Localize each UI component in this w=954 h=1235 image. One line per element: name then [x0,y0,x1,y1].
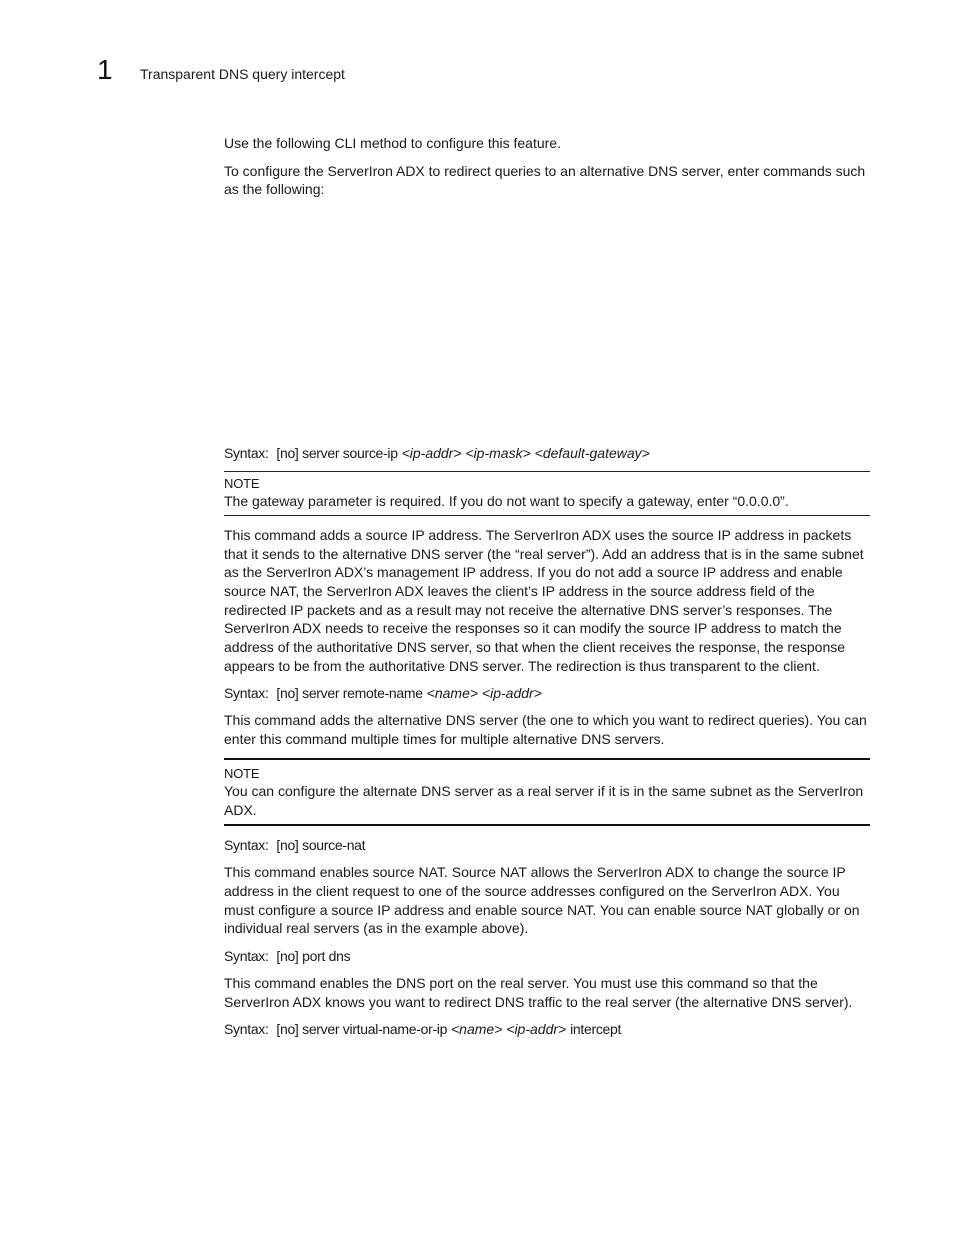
syntax-label: Syntax: [224,948,269,965]
syntax-args: <name> <ip-addr> [451,1021,567,1038]
cli-example-area [224,208,870,435]
note-box-alternate-dns [224,758,870,826]
syntax-label: Syntax: [224,1021,269,1038]
note-box-gateway [224,471,870,516]
paragraph-source-ip: This command adds a source IP address. The ServerIron ADX uses the source IP address in packets that it sends to the alternative DNS server (the “real server”). Add an address that is in the same subnet as the ServerIron ADX’s management IP address. If you do not add a source IP address and enable source NAT, the ServerIron ADX leaves the client’s IP address in the source address field of the redirected IP packets and as a result may not receive the alternative DNS server’s responses. The ServerIron ADX needs to receive the responses so it can modify the source IP address to match the address of the authoritative DNS server, so that when the client receives the response, the response appears to be from the authoritative DNS server. The redirection is thus transparent to the client. [224,526,864,674]
note-heading: NOTE [224,765,260,781]
intro-paragraph-1: Use the following CLI method to configure this feature. [224,135,561,151]
syntax-virtual-name [224,1020,870,1038]
running-header-title: Transparent DNS query intercept [140,66,345,82]
paragraph-source-nat: This command enables source NAT. Source NAT allows the ServerIron ADX to change the source IP address in the client request to one of the source addresses configured on the ServerIron ADX. You must configure a source IP address and enable source NAT. You can enable source NAT globally or on individual real servers (as in the example above). [224,864,860,937]
syntax-label: Syntax: [224,445,269,462]
syntax-command: [no] source-nat [276,837,366,854]
syntax-source-nat [224,836,870,854]
page-body [224,134,870,1047]
paragraph-port-dns: This command enables the DNS port on the real server. You must use this command so that the ServerIron ADX knows you want to redirect DNS traffic to the real server (the alternative DNS server). [224,975,853,1010]
syntax-args: <ip-addr> <ip-mask> <default-gateway> [401,445,650,462]
syntax-label: Syntax: [224,837,269,854]
paragraph-remote-name: This command adds the alternative DNS server (the one to which you want to redirect queries). You can enter this command multiple times for multiple alternative DNS servers. [224,712,867,748]
syntax-command: [no] server remote-name [276,685,423,702]
syntax-remote-name [224,684,870,702]
syntax-suffix: intercept [570,1021,622,1038]
syntax-command: [no] server source-ip [276,445,398,462]
syntax-source-ip [224,444,870,462]
intro-paragraph-2: To configure the ServerIron ADX to redirect queries to an alternative DNS server, enter commands such as the following: [224,162,866,198]
note-text: You can configure the alternate DNS server as a real server if it is in the same subnet as the ServerIron ADX. [224,782,864,818]
syntax-args: <name> <ip-addr> [426,685,542,702]
syntax-command: [no] server virtual-name-or-ip [276,1021,448,1038]
chapter-number: 1 [97,54,113,85]
note-heading: NOTE [224,476,260,492]
syntax-label: Syntax: [224,685,269,702]
syntax-command: [no] port dns [276,948,351,965]
syntax-port-dns [224,947,870,965]
note-text: The gateway parameter is required. If you do not want to specify a gateway, enter “0.0.0.0”. [224,493,789,510]
